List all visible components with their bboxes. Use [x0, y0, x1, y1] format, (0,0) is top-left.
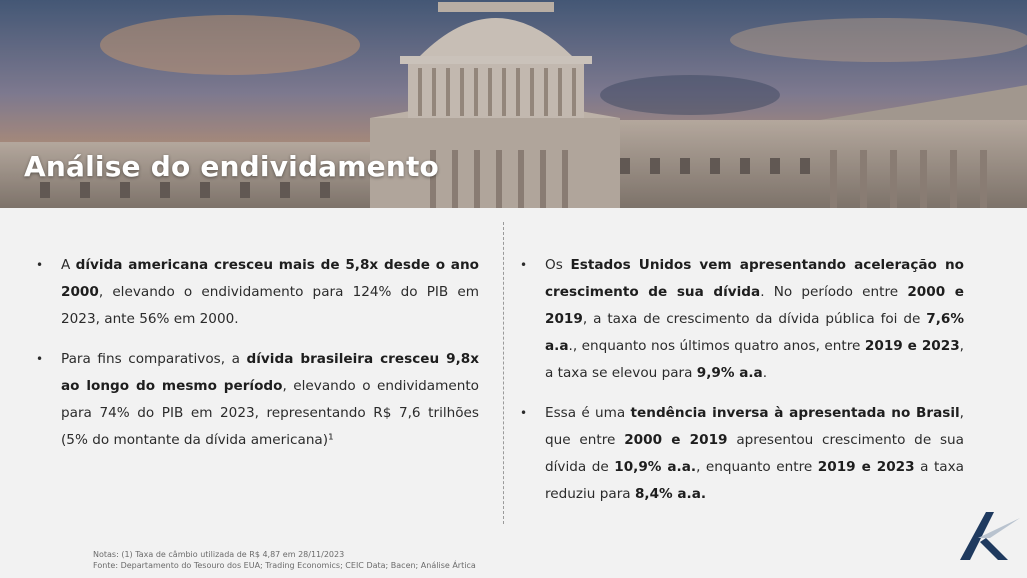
- body-text: ., enquanto nos últimos quatro anos, entre: [568, 338, 865, 354]
- emphasis-text: tendência inversa à apresentada no Brasil: [630, 405, 960, 421]
- bullet-marker: •: [36, 258, 44, 272]
- bullet-marker: •: [36, 352, 44, 366]
- artica-logo-icon: [956, 508, 1022, 562]
- bullet-item: [36, 252, 479, 333]
- body-text: , a taxa de crescimento da dívida pública foi de: [582, 311, 927, 327]
- right-column: [520, 252, 964, 521]
- column-divider: [503, 222, 504, 524]
- emphasis-text: 8,4% a.a.: [634, 486, 707, 502]
- body-text: , enquanto entre: [696, 459, 818, 475]
- emphasis-text: 2000 e 2019: [624, 432, 728, 448]
- left-bullet-list: [36, 252, 479, 454]
- body-text: , elevando o endividamento para 124% do PIB em 2023, ante 56% em 2000.: [61, 284, 479, 327]
- body-text: .: [762, 365, 768, 381]
- body-text: A: [61, 257, 76, 273]
- right-bullet-list: [520, 252, 964, 508]
- emphasis-text: 2000 e 2019: [545, 284, 964, 327]
- emphasis-text: 7,6% a.a: [545, 311, 964, 354]
- body-text: , que entre: [545, 405, 964, 448]
- bullet-marker: •: [520, 406, 528, 420]
- emphasis-text: dívida brasileira cresceu 9,8x ao longo do mesmo período: [61, 351, 479, 394]
- bullet-item: [520, 252, 964, 387]
- footnote: Notas: (1) Taxa de câmbio utilizada de R$ 4,87 em 28/11/2023: [93, 550, 345, 559]
- header-banner: [0, 0, 1027, 208]
- bullet-item: [520, 400, 964, 508]
- body-text: . No período entre: [760, 284, 908, 300]
- sources: Fonte: Departamento do Tesouro dos EUA; Trading Economics; CEIC Data; Bacen; Análise Ártica: [93, 561, 476, 570]
- body-text: , a taxa se elevou para: [545, 338, 964, 381]
- body-text: a taxa reduziu para: [545, 459, 965, 502]
- body-text: Os: [545, 257, 571, 273]
- footer-notes: [93, 549, 476, 571]
- body-text: , elevando o endividamento para 74% do PIB em 2023, representando R$ 7,6 trilhões (5% do montante da dívida americana)¹: [61, 378, 479, 448]
- page-title: Análise do endividamento: [24, 150, 439, 183]
- bullet-marker: •: [520, 258, 528, 272]
- body-text: Essa é uma: [545, 405, 631, 421]
- emphasis-text: dívida americana cresceu mais de 5,8x desde o ano 2000: [61, 257, 479, 300]
- body-text: Para fins comparativos, a: [61, 351, 247, 367]
- left-column: [36, 252, 479, 467]
- bullet-item: [36, 346, 479, 454]
- body-text: apresentou crescimento de sua dívida de: [545, 432, 965, 475]
- emphasis-text: 2019 e 2023: [864, 338, 960, 354]
- emphasis-text: 9,9% a.a: [696, 365, 763, 381]
- emphasis-text: 2019 e 2023: [817, 459, 915, 475]
- emphasis-text: Estados Unidos vem apresentando aceleração no crescimento de sua dívida: [545, 257, 965, 300]
- emphasis-text: 10,9% a.a.: [614, 459, 697, 475]
